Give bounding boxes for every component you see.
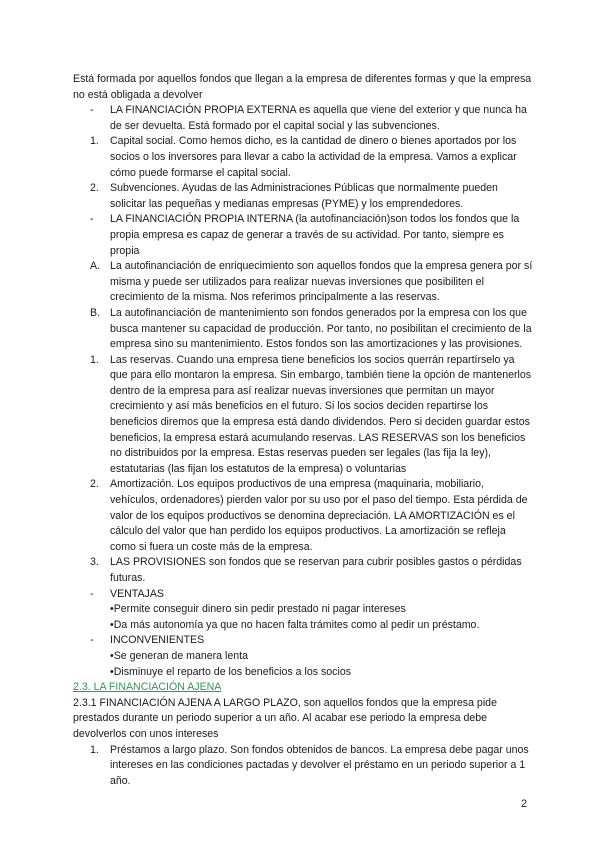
list-item-text: Subvenciones. Ayudas de las Administraciones Públicas que normalmente pueden solicitar las pequeñas y medianas empresas (PYME) y los emprendedores. [110, 182, 498, 210]
list-item [73, 353, 533, 478]
list-item-text: La autofinanciación de enriquecimiento son aquellos fondos que la empresa genera por sí misma y puede ser utilizados para realizar nuevas inversiones que posibiliten el crecimiento de la misma. Nos referimos principalmente a las reservas. [110, 260, 533, 304]
bullet-point: •Disminuye el reparto de los beneficios a los socios [110, 665, 352, 678]
list-item [73, 743, 533, 790]
list-item-text: Capital social. Como hemos dicho, es la cantidad de dinero o bienes aportados por los socios o los inversores para llevar a cabo la actividad de la empresa. Vamos a explicar cómo puede formarse el capital social. [110, 135, 517, 179]
list-item-text: LAS PROVISIONES son fondos que se reservan para cubrir posibles gastos o pérdidas futuras. [110, 556, 522, 584]
list-item [73, 259, 533, 306]
dash-marker: - [90, 587, 94, 600]
list-marker: 1. [90, 353, 99, 366]
list-item-text: La autofinanciación de mantenimiento son fondos generados por la empresa con los que busca mantener su capacidad de producción. Por tanto, no posibilitan el crecimiento de la empresa sino su mantenimiento. Estos fondos son las amortizaciones y las provisiones. [110, 306, 532, 351]
list-item-text: Amortización. Los equipos productivos de una empresa (maquinaria, mobiliario, vehículos, ordenadores) pierden valor por su uso por el paso del tiempo. Esta pérdida de valor de los equipos productivos se denomina depreciación. LA AMORTIZACIÓN es el cálculo del valor que han perdido los equipos productivos. La amortización se refleja como si fuera un coste más de la empresa. [110, 478, 528, 553]
interna-text: LA FINANCIACIÓN PROPIA INTERNA (la autofinanciación)son todos los fondos que la propia empresa es capaz de generar a través de su actividad. Por tanto, siempre es propia [110, 213, 520, 257]
list-item [73, 181, 533, 212]
list-item-text: Las reservas. Cuando una empresa tiene beneficios los socios querrán repartírselo ya que para ello montaron la empresa. Sin embargo, también tiene la opción de mantenerlos dentro de la empresa para así realizar nuevas inversiones que permitan un mayor crecimiento y así más beneficios en el futuro. Si los socios deciden repartirse los beneficios diremos que la empresa está dando dividendos. Pero si deciden guardar estos beneficios, la empresa estará acumulando reservas. LAS RESERVAS son los beneficios no distribuidos por la empresa. Estas reservas pueden ser legales (las fija la ley), estatutarias (las fijan los estatutos de la empresa) o voluntarias [110, 353, 532, 475]
dash-marker: - [90, 213, 94, 226]
dash-marker: - [90, 634, 94, 647]
intro-paragraph: Está formada por aquellos fondos que llegan a la empresa de diferentes formas y que la empresa no está obligada a devolver [73, 73, 532, 101]
list-item [73, 306, 533, 353]
list-marker: B. [90, 306, 101, 319]
list-marker: 1. [90, 135, 99, 148]
list-marker: A. [90, 260, 101, 273]
list-marker: 3. [90, 556, 99, 569]
inconvenientes-title: INCONVENIENTES [110, 634, 205, 647]
externa-text: LA FINANCIACIÓN PROPIA EXTERNA es aquella que viene del exterior y que nunca ha de ser devuelta. Está formado por el capital social y las subvenciones. [110, 104, 527, 132]
list-item [73, 134, 533, 181]
list-item-text: Préstamos a largo plazo. Son fondos obtenidos de bancos. La empresa debe pagar unos intereses en las condiciones pactadas y devolver el préstamo en un periodo superior a 1 año. [110, 743, 529, 787]
list-marker: 2. [90, 478, 99, 491]
list-item [73, 477, 533, 555]
page-number: 2 [521, 798, 528, 810]
list-item [73, 555, 533, 586]
bullet-point: •Se generan de manera lenta [110, 649, 248, 662]
ventajas-title: VENTAJAS [110, 587, 164, 600]
bullet-point: •Permite conseguir dinero sin pedir prestado ni pagar intereses [110, 603, 406, 616]
ajena-intro-paragraph: 2.3.1 FINANCIACIÓN AJENA A LARGO PLAZO, son aquellos fondos que la empresa pide prestados durante un periodo superior a un año. Al acabar ese periodo la empresa debe devolverlos con unos intereses [73, 696, 497, 740]
list-item [73, 212, 533, 259]
document-page [73, 72, 533, 789]
dash-marker: - [90, 104, 94, 117]
list-item [73, 633, 533, 649]
list-item [73, 103, 533, 134]
list-marker: 1. [90, 743, 99, 756]
section-heading[interactable]: 2.3. LA FINANCIACIÓN AJENA [73, 681, 222, 694]
list-marker: 2. [90, 182, 99, 195]
list-item [73, 587, 533, 603]
bullet-point: •Da más autonomía ya que no hacen falta trámites como al pedir un préstamo. [110, 618, 480, 631]
